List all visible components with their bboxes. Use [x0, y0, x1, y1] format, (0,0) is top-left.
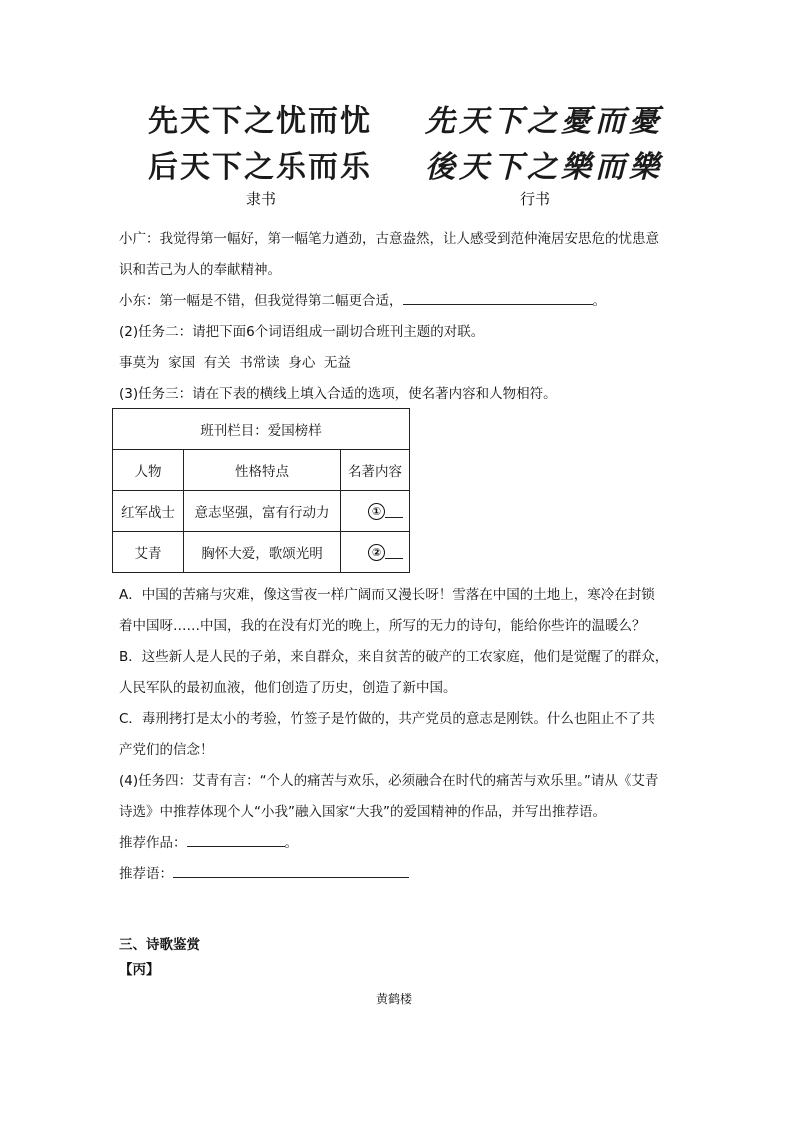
- table-cell-trait: 意志坚强，富有行动力: [184, 491, 341, 532]
- recommend-work-label: 推荐作品：: [119, 835, 187, 851]
- table-cell-trait: 胸怀大爱，歌颂光明: [184, 532, 341, 573]
- hero-table: [112, 408, 410, 573]
- xiaodong-answer-blank[interactable]: [403, 290, 593, 305]
- answer-underline: [385, 546, 403, 559]
- xiaodong-end: 。: [592, 293, 606, 309]
- xiaodong-text: 小东：第一幅是不错，但我觉得第二幅更合适，: [119, 293, 403, 309]
- lishu-line-1: 先天下之忧而忧: [148, 104, 372, 139]
- caption-xingshu: 行书: [520, 190, 551, 208]
- xiaoguang-line-1: 小广：我觉得第一幅好，第一幅笔力遒劲，古意盎然，让人感受到范仲淹居安思危的忧患意: [119, 231, 659, 247]
- xingshu-line-1: 先天下之憂而憂: [425, 104, 663, 139]
- recommend-work-blank[interactable]: [187, 832, 285, 847]
- table-header-trait: 性格特点: [184, 450, 341, 491]
- recommend-reason-label: 推荐语：: [119, 866, 173, 882]
- options-block: [119, 580, 679, 890]
- table-caption: 班刊栏目：爱国榜样: [113, 409, 410, 450]
- recommend-work-end: 。: [284, 835, 298, 851]
- answer-underline: [385, 505, 403, 518]
- xiaoguang-line-2: 识和苦己为人的奉献精神。: [119, 262, 281, 278]
- table-cell-answer-slot[interactable]: [341, 491, 410, 532]
- dialogue-block: [119, 224, 679, 410]
- word-list: 事莫为 家国 有关 书常读 身心 无益: [119, 355, 351, 371]
- option-c-line-2: 产党们的信念！: [119, 742, 214, 758]
- table-row: [113, 491, 410, 532]
- option-c-line-1: C．毒刑拷打是太小的考验，竹签子是竹做的，共产党员的意志是刚铁。什么也阻止不了共: [119, 711, 655, 727]
- xingshu-line-2: 後天下之樂而樂: [425, 150, 663, 185]
- task2-line: (2)任务二：请把下面6个词语组成一副切合班刊主题的对联。: [119, 324, 485, 340]
- recommend-reason-line: [119, 859, 679, 890]
- table-header-person: 人物: [113, 450, 184, 491]
- table-row: [113, 532, 410, 573]
- section-heading: 三、诗歌鉴赏: [119, 937, 200, 953]
- task4-line-1: (4)任务四：艾青有言：“个人的痛苦与欢乐，必须融合在时代的痛苦与欢乐里。”请从《艾青: [119, 773, 659, 789]
- table-cell-answer-slot[interactable]: [341, 532, 410, 573]
- table-cell-person: 红军战士: [113, 491, 184, 532]
- circled-number-1: ①: [368, 503, 385, 520]
- poem-title: 黄鹤楼: [376, 992, 413, 1006]
- option-a-line-1: A．中国的苦痛与灾难，像这雪夜一样广阔而又漫长呀！雪落在中国的土地上，寒冷在封锁: [119, 587, 655, 603]
- caption-lishu: 隶书: [246, 190, 277, 208]
- table-header-work: 名著内容: [341, 450, 410, 491]
- section-bracket-label: 【丙】: [119, 962, 160, 978]
- recommend-reason-blank[interactable]: [173, 863, 409, 878]
- recommend-work-line: [119, 828, 679, 859]
- option-b-line-1: B．这些新人是人民的子弟，来自群众，来自贫苦的破产的工农家庭，他们是觉醒了的群众，: [119, 649, 669, 665]
- option-a-line-2: 着中国呀……中国，我的在没有灯光的晚上，所写的无力的诗句，能给你些许的温暖么？: [119, 618, 646, 634]
- task4-line-2: 诗选》中推荐体现个人“小我”融入国家“大我”的爱国精神的作品，并写出推荐语。: [119, 804, 606, 820]
- table-cell-person: 艾青: [113, 532, 184, 573]
- lishu-line-2: 后天下之乐而乐: [148, 150, 372, 185]
- circled-number-2: ②: [368, 544, 385, 561]
- xiaodong-line: [119, 286, 679, 317]
- task3-line: (3)任务三：请在下表的横线上填入合适的选项，使名著内容和人物相符。: [119, 386, 557, 402]
- option-b-line-2: 人民军队的最初血液，他们创造了历史，创造了新中国。: [119, 680, 457, 696]
